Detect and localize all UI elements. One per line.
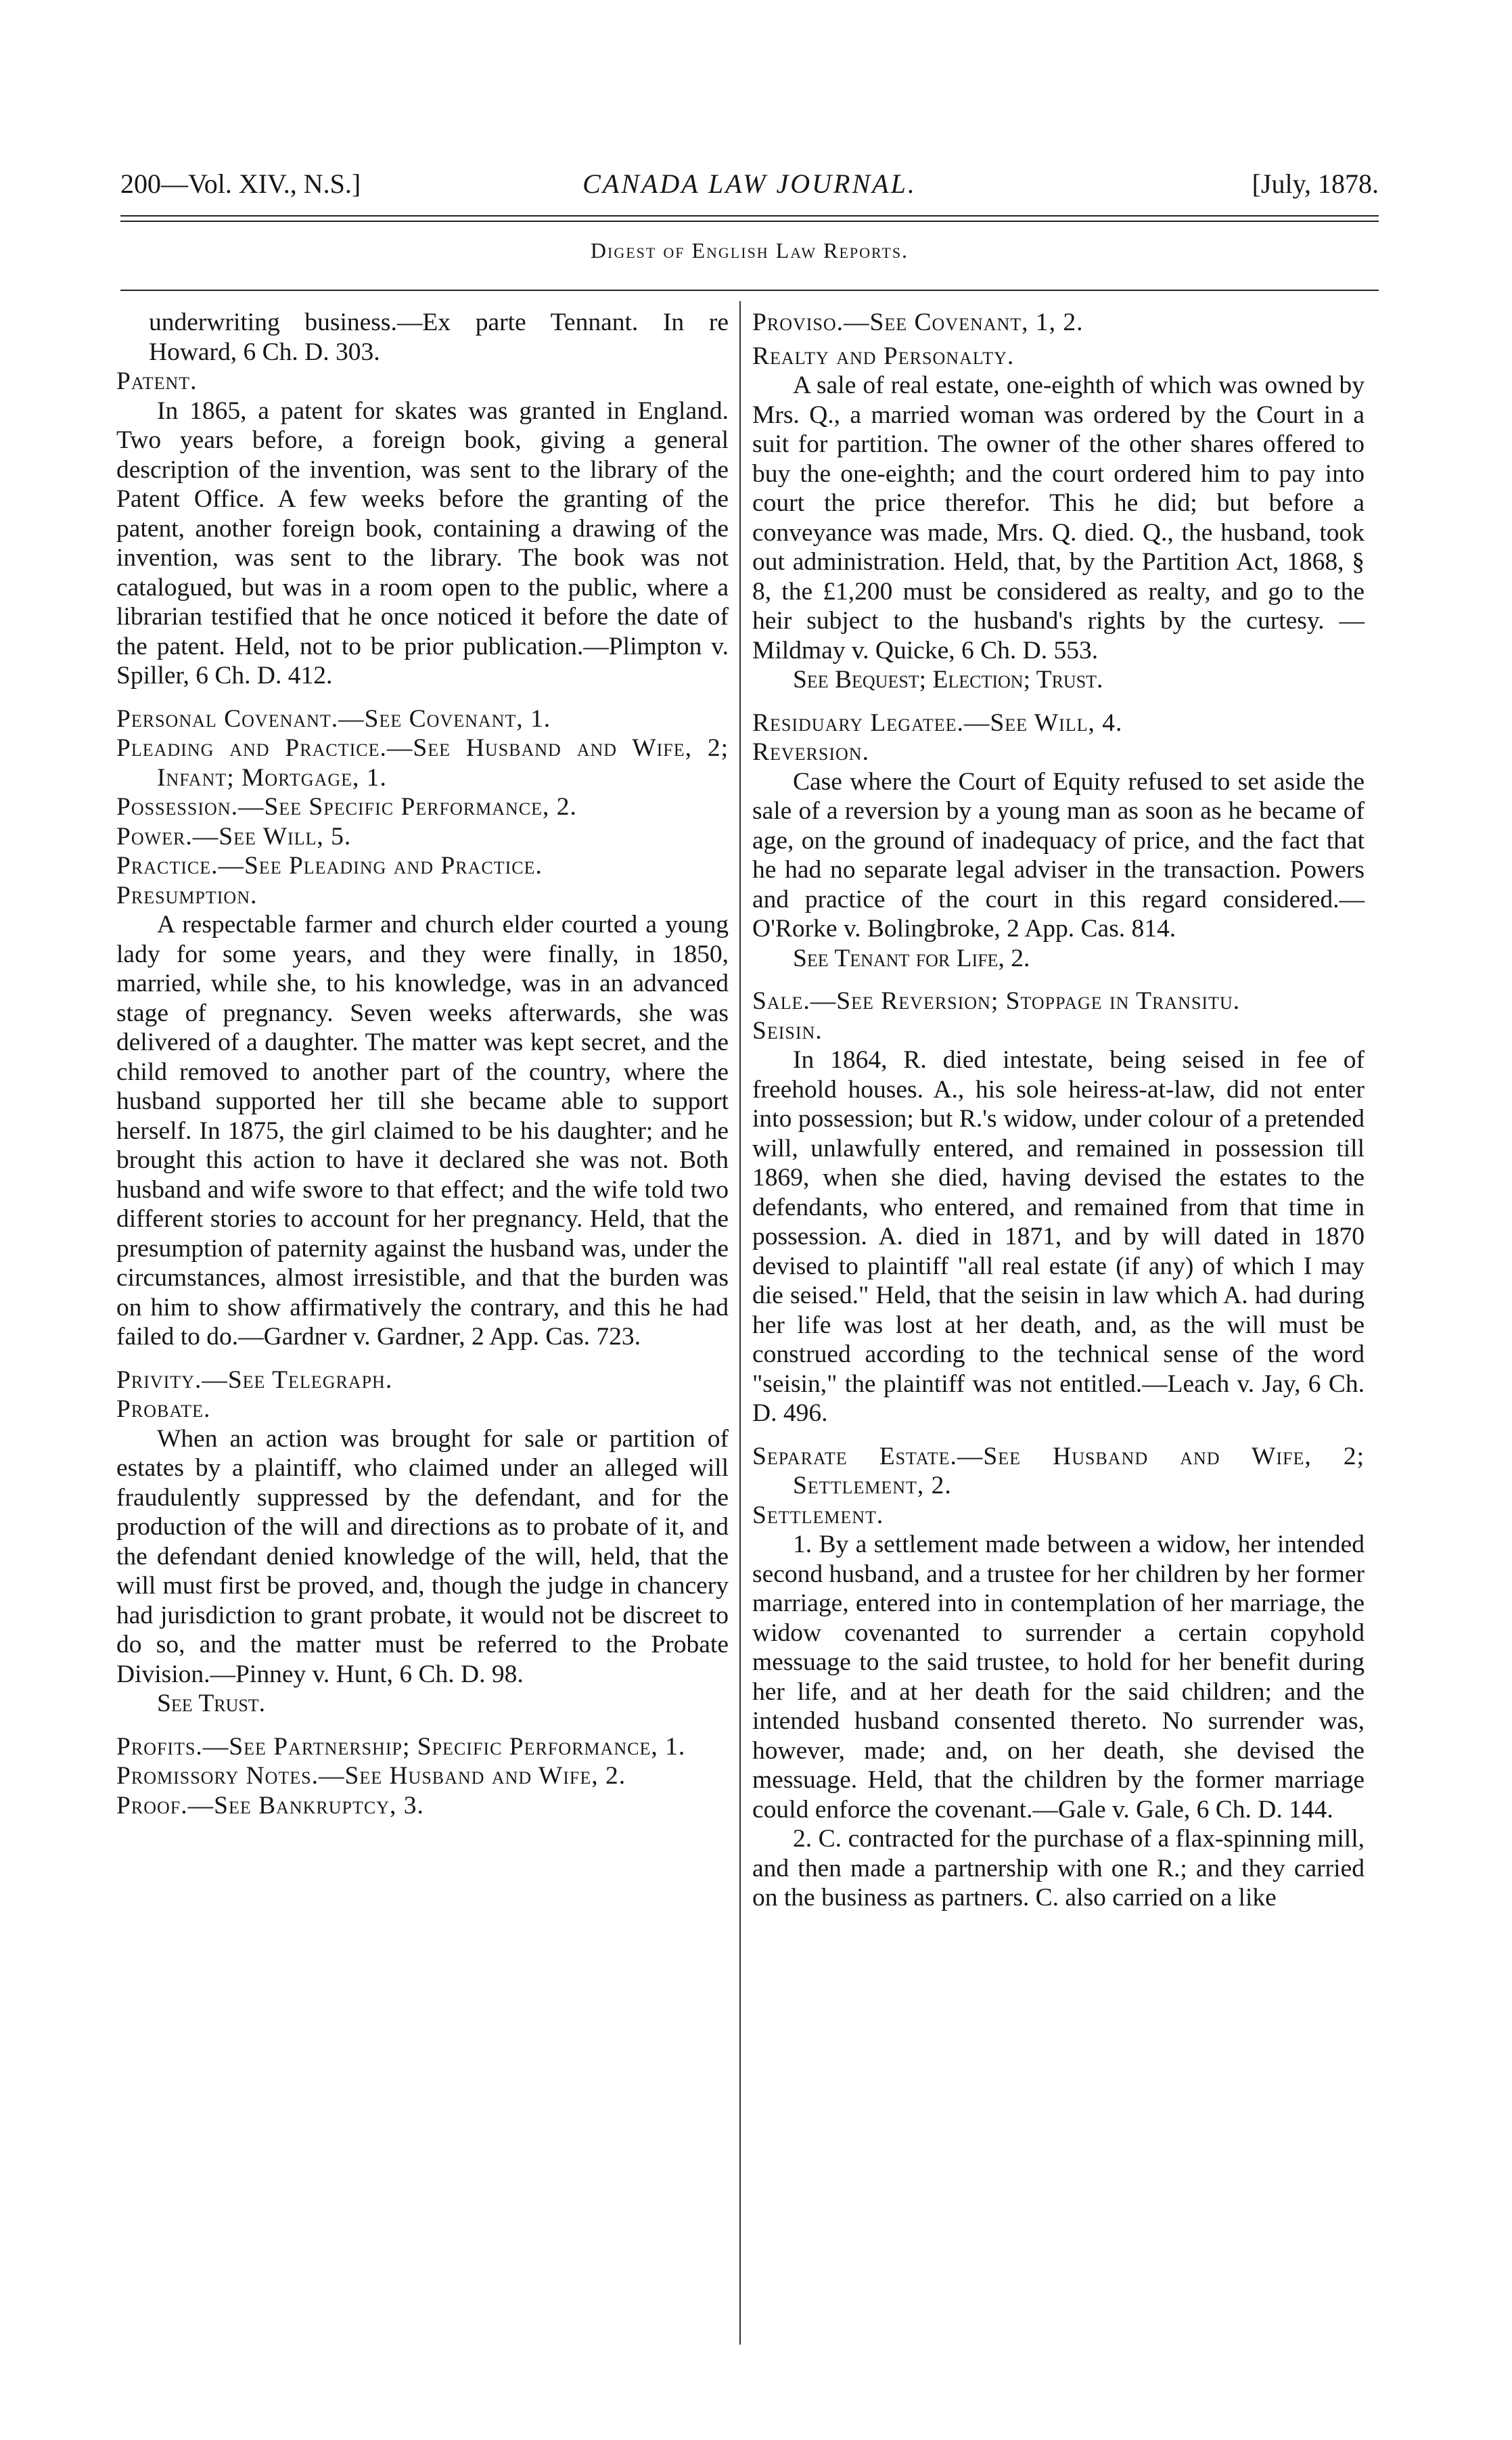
reversion-text: Case where the Court of Equity refused to set aside the sale of a reversion by a young man as soon as he became of age, on the ground of inadequacy of price, and the fact that he had no separate legal adviser in the transaction. Powers and practice of the court in this regard considered.—O'Rorke v. Bolingbroke, 2 App. Cas. 814. [752,767,1365,943]
page-number-volume: 200—Vol. XIV., N.S.] [120,168,361,199]
entry-profits: Profits.—See Partnership; Specific Performance, 1. [116,1732,686,1761]
continuation-text: underwriting business.—Ex parte Tennant. In re Howard, 6 Ch. D. 303. [149,309,729,366]
entry-promissory-notes: Promissory Notes.—See Husband and Wife, 2. [116,1762,626,1790]
settlement-text-1: 1. By a settlement made between a widow, her intended second husband, and a trustee for her children by her former marriage, entered into in contemplation of her marriage, the widow covenanted to surrender a certain copyhold messuage to the said trustee, to hold for her benefit during her life, and at her death for the said children; and the intended husband consented thereto. No surrender was, however, made; and, on her death, she devised the messuage. Held, that the children by the former marriage could enforce the covenant.—Gale v. Gale, 6 Ch. D. 144. [752,1531,1365,1824]
entry-separate-estate: Separate Estate.—See Husband and Wife, 2; Settlement, 2. [752,1442,1365,1499]
page-header [120,168,1379,208]
term-patent: Patent. [116,367,198,395]
left-column [116,308,729,1820]
entry-realty [752,342,1365,695]
entry-presumption [116,881,729,1352]
section-heading: Digest of English Law Reports. [590,238,909,263]
entry-patent [116,367,729,691]
settlement-text-2: 2. C. contracted for the purchase of a flax-spinning mill, and then made a partnership with one R.; and they carried on the business as partners. C. also carried on a like [752,1825,1365,1912]
subhead-rule [120,290,1379,291]
entry-reversion [752,738,1365,973]
term-seisin: Seisin. [752,1016,823,1045]
entry-sale: Sale.—See Reversion; Stoppage in Transitu. [752,987,1241,1015]
presumption-text: A respectable farmer and church elder courted a young lady for some years, and they were finally, in 1850, married, while she, to his knowledge, was in an advanced stage of pregnancy. Seven weeks afterwards, she was delivered of a daughter. The matter was kept secret, and the child removed to another part of the country, where the husband supported her till she became able to support herself. In 1875, the girl claimed to be his daughter; and he brought this action to have it declared she was not. Both husband and wife swore to that effect; and the wife told two different stories to account for her pregnancy. Held, that the presumption of paternity against the husband was, under the circumstances, almost irresistible, and that the burden was on him to show affirmatively the contrary, and this he had failed to do.—Gardner v. Gardner, 2 App. Cas. 723. [116,911,729,1351]
entry-power: Power.—See Will, 5. [116,822,352,851]
entry-probate [116,1395,729,1719]
entry-seisin [752,1016,1365,1428]
entry-settlement [752,1501,1365,1913]
entry-personal-covenant: Personal Covenant.—See Covenant, 1. [116,704,551,733]
header-rule-top [120,215,1379,217]
issue-date: [July, 1878. [1252,168,1379,199]
term-realty: Realty and Personalty. [752,342,1015,370]
probate-see: See Trust. [157,1690,266,1717]
entry-possession: Possession.—See Specific Performance, 2. [116,793,577,821]
probate-text: When an action was brought for sale or partition of estates by a plaintiff, who claimed under an alleged will fraudulently suppressed by the defendant, and for the production of the will and directions as to probate of it, and the defendant denied knowledge of the will, held, that the will must first be proved, and, though the judge in chancery had jurisdiction to grant probate, it would not be discreet to do so, and the matter must be referred to the Probate Division.—Pinney v. Hunt, 6 Ch. D. 98. [116,1424,729,1688]
term-presumption: Presumption. [116,881,258,909]
column-divider [739,301,741,2345]
header-rule-bottom [120,221,1379,222]
term-probate: Probate. [116,1395,211,1423]
entry-practice: Practice.—See Pleading and Practice. [116,852,543,880]
seisin-text: In 1864, R. died intestate, being seised in fee of freehold houses. A., his sole heiress-at-law, did not enter into possession; but R.'s widow, under colour of a pretended will, unlawfully entered, and remained in possession till 1869, when she died, having devised the estates to the defendants, who entered, and remained from that time in possession. A. died in 1871, and by will dated in 1870 devised to plaintiff "all real estate (if any) of which I may die seised." Held, that the seisin in law which A. had during her life was lost at her death, and, as the will must be construed according to the technical sense of the word "seisin," the plaintiff was not entitled.—Leach v. Jay, 6 Ch. D. 496. [752,1046,1365,1427]
realty-see: See Bequest; Election; Trust. [793,666,1103,694]
term-reversion: Reversion. [752,738,869,766]
entry-residuary-legatee: Residuary Legatee.—See Will, 4. [752,708,1123,737]
realty-text: A sale of real estate, one-eighth of which was owned by Mrs. Q., a married woman was ordered by the Court in a suit for partition. The owner of the other shares offered to buy the one-eighth; and the court ordered him to pay into court the price therefor. This he did; but before a conveyance was made, Mrs. Q. died. Q., the husband, took out administration. Held, that, by the Partition Act, 1868, § 8, the £1,200 must be considered as realty, and go to the heir subject to the husband's rights by the curtesy. —Mildmay v. Quicke, 6 Ch. D. 553. [752,371,1365,664]
journal-title: CANADA LAW JOURNAL. [582,168,917,199]
reversion-see: See Tenant for Life, 2. [793,944,1030,972]
right-column [752,308,1365,1926]
entry-proof: Proof.—See Bankruptcy, 3. [116,1791,424,1820]
entry-proviso: Proviso.—See Covenant, 1, 2. [752,309,1084,336]
entry-privity: Privity.—See Telegraph. [116,1365,393,1394]
patent-text: In 1865, a patent for skates was granted in England. Two years before, a foreign book, giving a general description of the invention, was sent to the library of the Patent Office. A few weeks before the granting of the patent, another foreign book, containing a drawing of the invention, was sent to the library. The book was not catalogued, but was in a room open to the public, where a librarian testified that he once noticed it before the date of the patent. Held, not to be prior publication.—Plimpton v. Spiller, 6 Ch. D. 412. [116,397,729,690]
term-settlement: Settlement. [752,1501,884,1529]
entry-pleading: Pleading and Practice.—See Husband and Wife, 2; Infant; Mortgage, 1. [116,734,729,792]
